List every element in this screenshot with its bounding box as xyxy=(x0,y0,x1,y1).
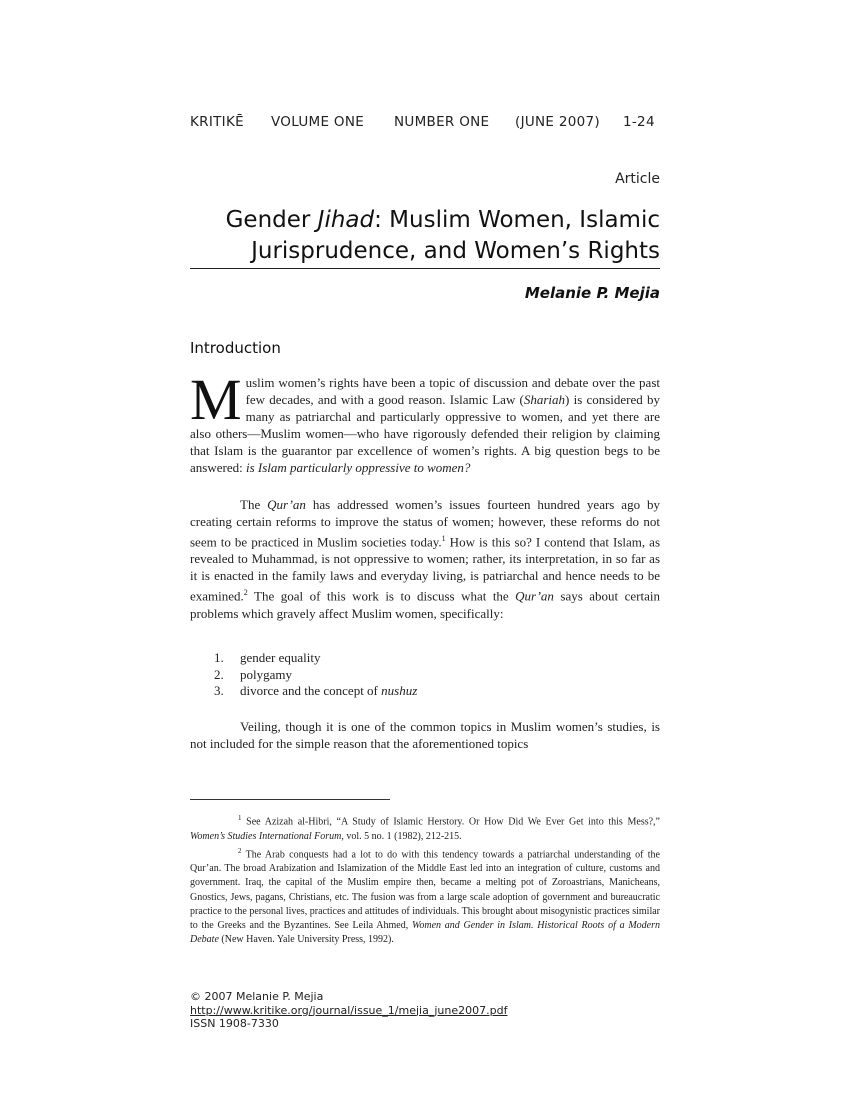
paragraph-3: Veiling, though it is one of the common topics in Muslim women’s studies, is not included for the simple reason that the aforementioned topics xyxy=(190,719,660,751)
topic-list xyxy=(214,650,417,700)
list-item: 2. polygamy xyxy=(214,666,292,682)
paragraph-2: The Qur’an has addressed women’s issues fourteen hundred years ago by creating certain reforms to improve the status of women; however, these reforms do not seem to be practiced in Muslim societies today.$^1$ How is this so? I contend that Islam, as revealed to Muhammad, is not oppressive to women; rather, its interpretation, in so far as it is enacted in the family laws and everyday living, is patriarchal and hence needs to be examined.$^2$ The goal of this work is to discuss what the Qur’an says about certain problems which gravely affect Muslim women, specifically: xyxy=(190,497,661,621)
footnote-ref-2[interactable]: 2 xyxy=(243,588,248,598)
page-range: 1-24 xyxy=(623,114,655,130)
copyright-block xyxy=(190,990,507,1031)
title-line1-rest: : Muslim Women, Islamic xyxy=(374,207,660,233)
footnote-1: $^1$ See Azizah al-Hibri, “A Study of Islamic Herstory. Or How Did We Ever Get into this Mess?,” Women’s Studies International Forum, vol. 5 no. 1 (1982), 212-215. xyxy=(190,814,660,842)
issn: ISSN 1908-7330 xyxy=(190,1017,279,1030)
journal-number: NUMBER ONE xyxy=(394,114,490,130)
journal-name: KRITIKĒ xyxy=(190,114,244,130)
footnotes xyxy=(190,811,660,947)
paragraph-1: Muslim women’s rights have been a topic of discussion and debate over the past few decades, and with a good reason. Islamic Law (Shariah) is considered by many as patriarchal and particularly oppressive to women, and yet there are also others—Muslim women—who have rigorously defended their religion by claiming that Islam is the guarantor par excellence of women’s rights. A big question begs to be answered: is Islam particularly oppressive to women? xyxy=(190,367,660,475)
article-label: Article xyxy=(615,171,660,187)
list-item: 1. gender equality xyxy=(214,650,321,665)
title-prefix: Gender xyxy=(225,207,318,233)
section-heading: Introduction xyxy=(190,339,281,357)
footnote-ref-1[interactable]: 1 xyxy=(441,534,446,543)
drop-cap: M xyxy=(190,367,242,432)
journal-volume: VOLUME ONE xyxy=(271,114,365,130)
article-url-link[interactable]: http://www.kritike.org/journal/issue_1/mejia_june2007.pdf xyxy=(190,1003,508,1017)
footnote-divider xyxy=(190,799,390,800)
list-item: 3. divorce and the concept of nushuz xyxy=(214,683,418,698)
journal-date: (JUNE 2007) xyxy=(515,114,600,130)
title-italic-word: Jihad xyxy=(317,207,375,233)
footnote-2: $^2$ The Arab conquests had a lot to do with this tendency towards a patriarchal understanding of the Qur’an. The broad Arabization and Islamization of the Middle East led into an integration of culture, customs and government. Iraq, the capital of the Muslim empire then, became a melting pot of Zoroastrians, Manicheans, Gnostics, Jews, pagans, Christians, etc. The fusion was from a large scale adoption of government and bureaucratic practice to the personal lives, practices and attitudes of individuals. This brought about misogynistic practices similar to the Greeks and the Byzantines. See Leila Ahmed, Women and Gender in Islam. Historical Roots of a Modern Debate (New Haven. Yale University Press, 1992). xyxy=(190,846,660,946)
title-line2: Jurisprudence, and Women’s Rights xyxy=(251,238,660,264)
article-title xyxy=(190,205,660,269)
author-name: Melanie P. Mejia xyxy=(524,284,660,302)
copyright-line: © 2007 Melanie P. Mejia xyxy=(190,990,324,1003)
